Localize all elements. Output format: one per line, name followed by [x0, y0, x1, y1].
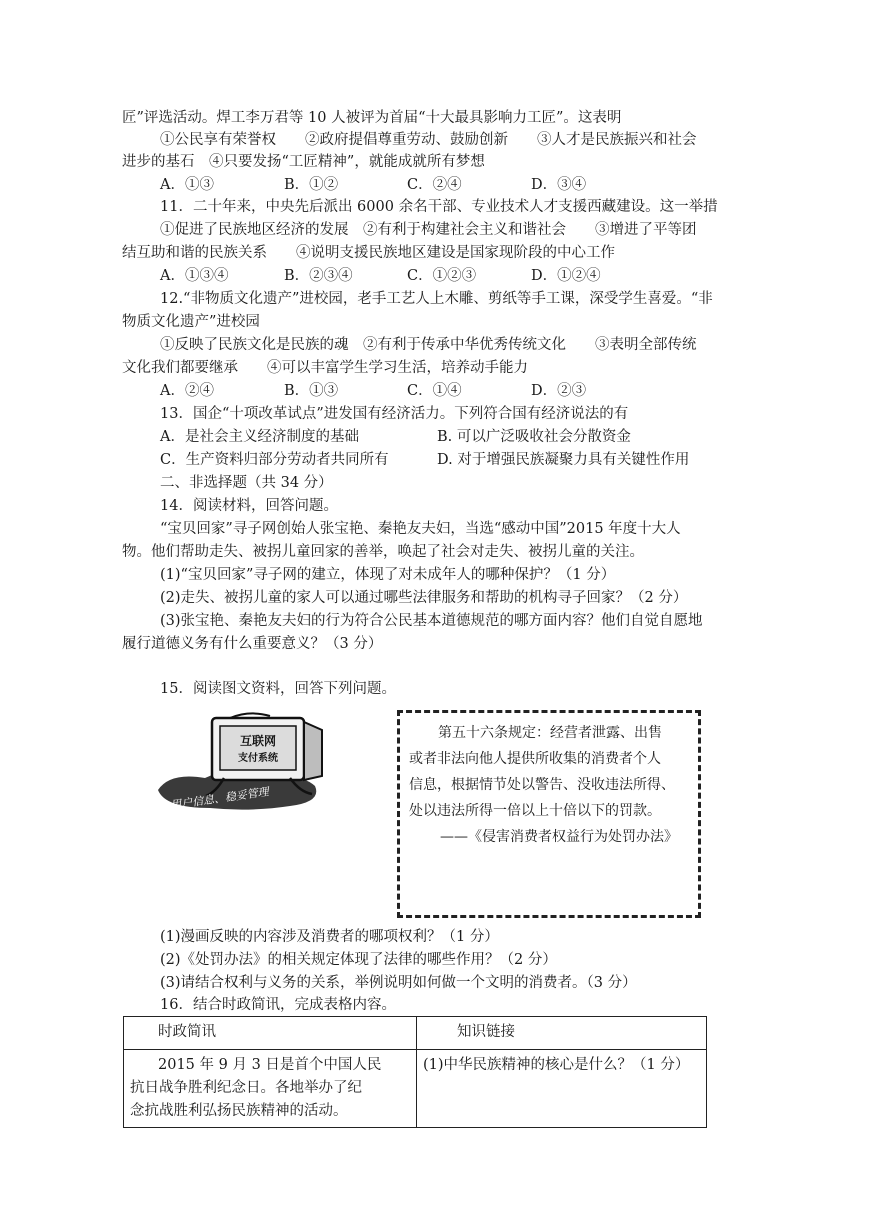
- q10-option-a[interactable]: A．①③: [160, 177, 214, 193]
- cartoon-screen-subtitle: 支付系统: [238, 753, 278, 764]
- q14-subq-2: (2)走失、被拐儿童的家人可以通过哪些法律服务和帮助的机构寻子回家？（2 分）: [160, 590, 688, 606]
- regulation-line-3: 信息，根据情节处以警告、没收违法所得、: [409, 777, 675, 793]
- q10-option-c[interactable]: C．②④: [407, 177, 462, 193]
- q13-option-d[interactable]: D. 对于增强民族凝聚力具有关键性作用: [437, 452, 690, 468]
- q11-stem: 11．二十年来，中央先后派出 6000 余名干部、专业技术人才支援西藏建设。这一举措: [160, 199, 718, 215]
- q12-stem-2: 物质文化遗产”进校园: [122, 314, 260, 330]
- q12-option-b[interactable]: B．①③: [284, 383, 339, 399]
- q10-stem-tail: 匠”评选活动。焊工李万君等 10 人被评为首届“十大最具影响力工匠”。这表明: [122, 110, 622, 126]
- q16-stem: 16．结合时政简讯，完成表格内容。: [160, 997, 396, 1013]
- q12-option-c[interactable]: C．①④: [407, 383, 462, 399]
- q15-subq-1: (1)漫画反映的内容涉及消费者的哪项权利？（1 分）: [160, 929, 499, 945]
- regulation-line-1: 第五十六条规定：经营者泄露、出售: [438, 725, 662, 741]
- news-line-1: 2015 年 9 月 3 日是首个中国人民: [158, 1057, 382, 1073]
- q11-statements-1: ①促进了民族地区经济的发展 ②有利于构建社会主义和谐社会 ③增进了平等团: [160, 222, 697, 238]
- q11-option-a[interactable]: A．①③④: [160, 268, 229, 284]
- q14-subq-1: (1)“宝贝回家”寻子网的建立，体现了对未成年人的哪种保护？（1 分）: [160, 567, 616, 583]
- q13-option-b[interactable]: B. 可以广泛吸收社会分散资金: [437, 429, 631, 445]
- q12-option-a[interactable]: A．②④: [160, 383, 214, 399]
- header-news: 时政简讯: [124, 1017, 417, 1050]
- news-line-2: 抗日战争胜利纪念日。各地举办了纪: [130, 1080, 362, 1096]
- q13-stem: 13．国企“十项改革试点”进发国有经济活力。下列符合国有经济说法的有: [160, 406, 629, 422]
- q11-statements-2: 结互助和谐的民族关系 ④说明支援民族地区建设是国家现阶段的中心工作: [122, 245, 615, 261]
- q15-subq-3: (3)请结合权利与义务的关系，举例说明如何做一个文明的消费者。（3 分）: [160, 975, 637, 991]
- knowledge-question-1: (1)中华民族精神的核心是什么？（1 分）: [423, 1057, 690, 1073]
- cartoon-screen-title: 互联网: [239, 734, 277, 748]
- header-knowledge: 知识链接: [417, 1017, 707, 1050]
- q10-statements-2: 进步的基石 ④只要发扬“工匠精神”，就能成就所有梦想: [122, 154, 485, 170]
- q11-option-b[interactable]: B．②③④: [284, 268, 353, 284]
- regulation-line-4: 处以违法所得一倍以上十倍以下的罚款。: [409, 803, 661, 819]
- q14-subq-3b: 履行道德义务有什么重要意义？（3 分）: [122, 636, 383, 652]
- q10-option-b[interactable]: B．①②: [284, 177, 339, 193]
- section-2-heading: 二、非选择题（共 34 分）: [160, 475, 333, 491]
- table-row: [124, 1050, 707, 1128]
- q13-option-a[interactable]: A．是社会主义经济制度的基础: [160, 429, 359, 445]
- q15-stem: 15．阅读图文资料，回答下列问题。: [160, 681, 396, 697]
- q15-subq-2: (2)《处罚办法》的相关规定体现了法律的哪些作用？（2 分）: [160, 952, 557, 968]
- q14-stem: 14．阅读材料，回答问题。: [160, 498, 338, 514]
- q14-material-1: “宝贝回家”寻子网创始人张宝艳、秦艳友夫妇，当选“感动中国”2015 年度十大人: [160, 521, 681, 537]
- q12-stem: 12.“非物质文化遗产”进校园，老手工艺人上木雕、剪纸等手工课，深受学生喜爱。“非: [160, 291, 713, 307]
- q12-option-d[interactable]: D．②③: [531, 383, 587, 399]
- cartoon-puddle-text: 用户信息、稳妥管理: [169, 786, 270, 812]
- q11-option-c[interactable]: C．①②③: [407, 268, 477, 284]
- news-cell: [124, 1050, 417, 1128]
- q13-option-c[interactable]: C．生产资料归部分劳动者共同所有: [160, 452, 389, 468]
- regulation-line-2: 或者非法向他人提供所收集的消费者个人: [409, 751, 661, 767]
- news-line-3: 念抗战胜利弘扬民族精神的活动。: [130, 1103, 348, 1119]
- q10-statements-1: ①公民享有荣誉权 ②政府提倡尊重劳动、鼓励创新 ③人才是民族振兴和社会: [160, 132, 697, 148]
- q14-subq-3a: (3)张宝艳、秦艳友夫妇的行为符合公民基本道德规范的哪方面内容？他们自觉自愿地: [160, 613, 703, 629]
- q14-material-2: 物。他们帮助走失、被拐儿童回家的善举，唤起了社会对走失、被拐儿童的关注。: [122, 544, 644, 560]
- q12-statements-1: ①反映了民族文化是民族的魂 ②有利于传承中华优秀传统文化 ③表明全部传统: [160, 337, 697, 353]
- knowledge-cell[interactable]: [417, 1050, 707, 1128]
- table-header-row: [124, 1017, 707, 1050]
- computer-leak-cartoon: [150, 712, 380, 812]
- q16-table: [123, 1016, 707, 1128]
- q11-option-d[interactable]: D．①②④: [531, 268, 601, 284]
- q12-statements-2: 文化我们都要继承 ④可以丰富学生学习生活，培养动手能力: [122, 360, 528, 376]
- regulation-source: ——《侵害消费者权益行为处罚办法》: [440, 829, 678, 845]
- q10-option-d[interactable]: D．③④: [531, 177, 587, 193]
